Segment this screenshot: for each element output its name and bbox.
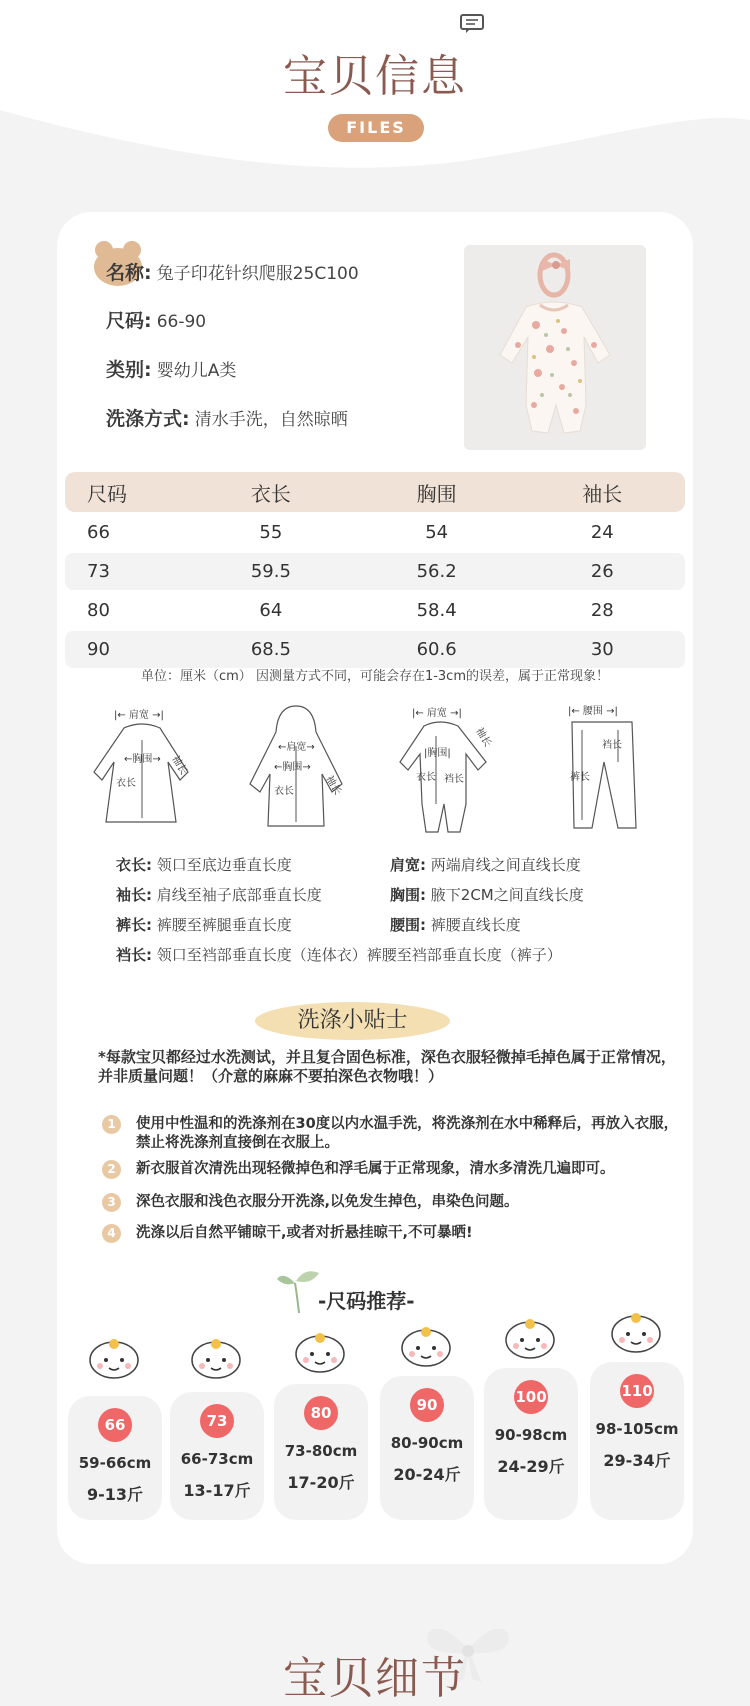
- wash-tips-intro: *每款宝贝都经过水洗测试，并且复合固色标准，深色衣服轻微掉毛掉色属于正常情况，并非质量问题！（介意的麻麻不要拍深色衣物哦！）: [98, 1048, 676, 1085]
- product-name-row: [106, 258, 359, 285]
- pants-diagram: [562, 700, 682, 840]
- wash-tip-item: [102, 1160, 682, 1180]
- size-badge: 73: [200, 1404, 234, 1438]
- jacket-sleeve-label: 袖长: [323, 774, 343, 797]
- dress-diagram: [84, 700, 204, 840]
- weight-range: 17-20斤: [287, 1473, 355, 1492]
- wash-tip-item: [102, 1115, 682, 1155]
- wash-tips-title: 洗涤小贴士: [255, 1002, 450, 1040]
- baby-face-icon: [292, 1332, 348, 1374]
- baby-face-icon: [188, 1338, 244, 1380]
- files-badge: FILES: [328, 114, 424, 142]
- size-card-66[interactable]: [68, 1396, 162, 1520]
- cell-size: 80: [87, 600, 110, 621]
- tip-number-badge: 1: [102, 1115, 121, 1134]
- romper-chest-label: |胸围|: [424, 748, 451, 759]
- weight-range: 29-34斤: [603, 1451, 671, 1470]
- product-name-label: 名称:: [106, 262, 152, 284]
- table-row: [65, 514, 685, 551]
- dress-length-label: 衣长: [116, 778, 136, 789]
- cell-length: 59.5: [188, 553, 354, 590]
- product-category-label: 类别:: [106, 359, 152, 381]
- wash-tip-item: [102, 1193, 682, 1213]
- romper-crotch-label: 裆长: [444, 774, 464, 785]
- height-range: 59-66cm: [78, 1454, 152, 1472]
- size-card-80[interactable]: [274, 1384, 368, 1520]
- size-card-100[interactable]: [484, 1368, 578, 1520]
- header-sleeve: 袖长: [520, 472, 685, 512]
- product-wash-label: 洗涤方式:: [106, 408, 190, 430]
- table-row: [65, 592, 685, 629]
- height-range: 73-80cm: [284, 1442, 358, 1460]
- romper-sleeve-label: 袖长: [473, 726, 493, 749]
- cell-size: 66: [87, 522, 110, 543]
- header-length: 衣长: [188, 472, 354, 512]
- jacket-shoulder-label: ←肩宽→: [278, 742, 315, 753]
- cell-chest: 56.2: [354, 553, 520, 590]
- cell-length: 55: [259, 522, 283, 543]
- dress-sleeve-label: 袖长: [169, 754, 189, 777]
- product-wash-value: 清水手洗，自然晾晒: [194, 410, 348, 430]
- size-card-110[interactable]: [590, 1362, 684, 1520]
- tip-number-badge: 2: [102, 1160, 121, 1179]
- product-wash-row: [106, 404, 348, 431]
- pants-length-label: 裤长: [570, 772, 590, 783]
- tip-text: 使用中性温和的洗涤剂在30度以内水温手洗，将洗涤剂在水中稀释后，再放入衣服，禁止将洗涤剂直接倒在衣服上。: [136, 1116, 679, 1151]
- definition-waist: 腰围: 裤腰直线长度: [390, 916, 521, 934]
- jacket-diagram: [234, 700, 354, 840]
- size-badge: 66: [98, 1408, 132, 1442]
- size-badge: 90: [410, 1388, 444, 1422]
- height-range: 98-105cm: [595, 1420, 679, 1438]
- jacket-length-label: 衣长: [274, 786, 294, 797]
- pants-crotch-label: 裆长: [602, 740, 622, 751]
- baby-face-icon: [398, 1326, 454, 1368]
- page-title: 宝贝信息: [283, 51, 467, 102]
- height-range: 80-90cm: [390, 1434, 464, 1452]
- baby-face-icon: [502, 1318, 558, 1360]
- cell-chest: 58.4: [416, 600, 457, 621]
- header-wave: [0, 90, 750, 210]
- weight-range: 9-13斤: [86, 1485, 144, 1504]
- weight-range: 24-29斤: [497, 1457, 565, 1476]
- definition-sleeve: 袖长: 肩线至袖子底部垂直长度: [116, 886, 322, 904]
- pants-waist-label: |← 腰围 →|: [568, 706, 618, 717]
- weight-range: 20-24斤: [393, 1465, 461, 1484]
- definition-chest: 胸围: 腋下2CM之间直线长度: [390, 886, 584, 904]
- sprout-icon: [275, 1265, 323, 1315]
- jacket-chest-label: ←胸围→: [274, 762, 311, 773]
- product-category-row: [106, 355, 236, 382]
- dress-chest-label: ←胸围→: [124, 754, 161, 765]
- tip-text: 新衣服首次清洗出现轻微掉色和浮毛属于正常现象，清水多清洗几遍即可。: [136, 1161, 615, 1177]
- cell-size: 73: [65, 553, 188, 590]
- tip-number-badge: 4: [102, 1224, 121, 1243]
- measurement-note: 单位：厘米（cm） 因测量方式不同，可能会存在1-3cm的误差，属于正常现象！: [141, 669, 609, 684]
- product-image[interactable]: [464, 245, 646, 450]
- message-icon[interactable]: [460, 14, 484, 34]
- cell-sleeve: 24: [590, 522, 614, 543]
- product-size-label: 尺码:: [106, 310, 152, 332]
- header-size: 尺码: [65, 472, 188, 512]
- product-size-row: [106, 306, 206, 333]
- romper-length-label: 衣长: [416, 772, 436, 783]
- dress-shoulder-label: |← 肩宽 →|: [114, 710, 164, 721]
- tip-number-badge: 3: [102, 1193, 121, 1212]
- cell-sleeve: 28: [590, 600, 614, 621]
- size-badge: 110: [620, 1374, 654, 1408]
- weight-range: 13-17斤: [183, 1481, 251, 1500]
- product-category-value: 婴幼儿A类: [156, 361, 237, 381]
- romper-shoulder-label: |← 肩宽 →|: [412, 708, 462, 719]
- size-card-73[interactable]: [170, 1392, 264, 1520]
- size-card-90[interactable]: [380, 1376, 474, 1520]
- height-range: 66-73cm: [180, 1450, 254, 1468]
- wash-tip-item: [102, 1224, 682, 1244]
- definition-crotch: 裆长: 领口至裆部垂直长度（连体衣）裤腰至裆部垂直长度（裤子）: [116, 946, 562, 964]
- cell-length: 64: [259, 600, 283, 621]
- size-recommend-title: -尺码推荐-: [318, 1289, 415, 1313]
- baby-face-icon: [608, 1312, 664, 1354]
- size-badge: 100: [514, 1380, 548, 1414]
- header-chest: 胸围: [354, 472, 520, 512]
- table-row: [65, 631, 685, 668]
- size-table-header: [65, 472, 685, 512]
- definition-pants-length: 裤长: 裤腰至裤腿垂直长度: [116, 916, 292, 934]
- product-size-value: 66-90: [156, 312, 207, 332]
- table-row: [65, 553, 685, 590]
- cell-sleeve: 26: [520, 553, 685, 590]
- tip-text: 洗涤以后自然平铺晾干,或者对折悬挂晾干,不可暴晒!: [136, 1225, 473, 1241]
- tip-text: 深色衣服和浅色衣服分开洗涤,以免发生掉色，串染色问题。: [136, 1194, 519, 1210]
- romper-diagram: [388, 700, 508, 840]
- size-badge: 80: [304, 1396, 338, 1430]
- definition-length: 衣长: 领口至底边垂直长度: [116, 856, 292, 874]
- size-table: [65, 470, 685, 670]
- product-name-value: 兔子印花针织爬服25C100: [156, 264, 359, 284]
- height-range: 90-98cm: [494, 1426, 568, 1444]
- cell-sleeve: 30: [520, 631, 685, 668]
- romper-photo: [464, 245, 646, 450]
- definition-shoulder: 肩宽: 两端肩线之间直线长度: [390, 856, 581, 874]
- cell-chest: 54: [425, 522, 449, 543]
- cell-size: 90: [65, 631, 188, 668]
- cell-chest: 60.6: [354, 631, 520, 668]
- details-title: 宝贝细节: [283, 1653, 467, 1704]
- baby-face-icon: [86, 1338, 142, 1380]
- cell-length: 68.5: [188, 631, 354, 668]
